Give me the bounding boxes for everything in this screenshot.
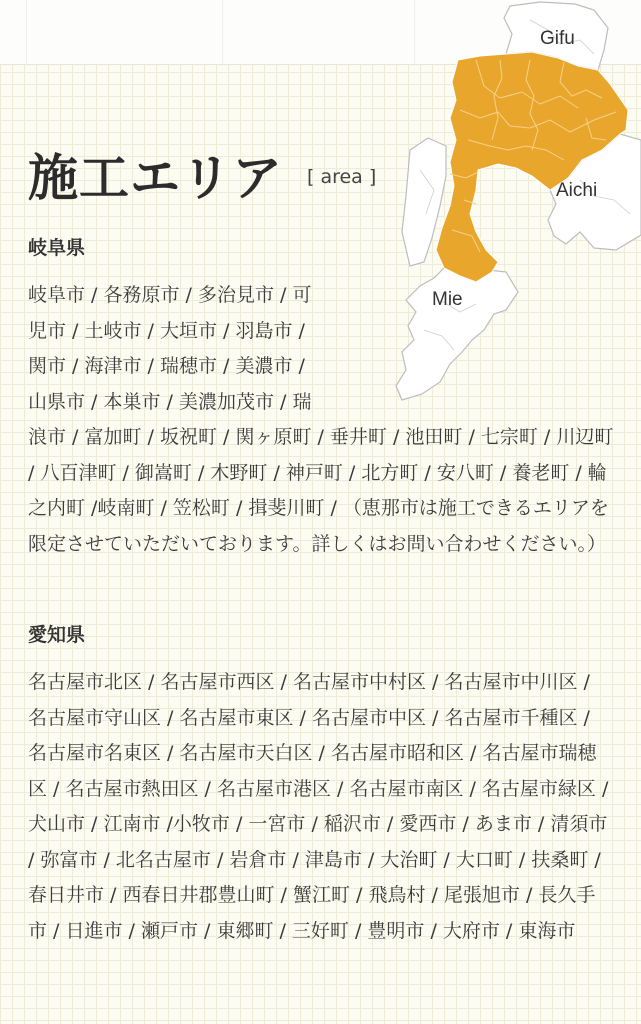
- gifu-city-list: [28, 278, 618, 562]
- gifu-city-rest: 浪市 / 富加町 / 坂祝町 / 関ヶ原町 / 垂井町 / 池田町 / 七宗町 / 川辺町 / 八百津町 / 御嵩町 / 木野町 / 神戸町 / 北方町 / 安八町 / 養老町 / 輪之内町 /岐南町 / 笠松町 / 揖斐川町 / （恵那市は施工できるエリアを限定させていただいております。詳しくはお問い合わせください。）: [28, 426, 614, 555]
- gifu-city-line: 児市 / 土岐市 / 大垣市 / 羽島市 /: [28, 319, 305, 342]
- aichi-heading: 愛知県: [28, 624, 86, 646]
- aichi-city-list: 名古屋市北区 / 名古屋市西区 / 名古屋市中村区 / 名古屋市中川区 / 名古屋市守山区 / 名古屋市東区 / 名古屋市中区 / 名古屋市千種区 / 名古屋市名東区 / 名古屋市天白区 / 名古屋市昭和区 / 名古屋市瑞穂区 / 名古屋市熱田区 / 名古屋市港区 / 名古屋市南区 / 名古屋市緑区 / 犬山市 / 江南市 /小牧市 / 一宮市 / 稲沢市 / 愛西市 / あま市 / 清須市 / 弥富市 / 北名古屋市 / 岩倉市 / 津島市 / 大治町 / 大口町 / 扶桑町 / 春日井市 / 西春日井郡豊山町 / 蟹江町 / 飛鳥村 / 尾張旭市 / 長久手市 / 日進市 / 瀬戸市 / 東郷町 / 三好町 / 豊明市 / 大府市 / 東海市: [28, 671, 609, 942]
- gifu-city-line: 山県市 / 本巣市 / 美濃加茂市 / 瑞: [28, 390, 312, 413]
- aichi-section: [28, 620, 613, 949]
- gifu-city-line: 岐阜市 / 各務原市 / 多治見市 / 可: [28, 284, 312, 306]
- map-label-aichi: Aichi: [556, 180, 598, 201]
- gifu-heading: 岐阜県: [28, 237, 86, 259]
- gifu-section: [28, 233, 613, 562]
- page-subtitle: [ area ]: [307, 166, 377, 188]
- title-row: [28, 138, 376, 210]
- map-label-gifu: Gifu: [540, 28, 575, 49]
- page-title: 施工エリア: [28, 149, 283, 207]
- band-divider: [222, 0, 223, 64]
- map-label-mie: Mie: [432, 289, 463, 310]
- band-divider: [26, 0, 27, 64]
- gifu-city-line: 関市 / 海津市 / 瑞穂市 / 美濃市 /: [28, 355, 305, 377]
